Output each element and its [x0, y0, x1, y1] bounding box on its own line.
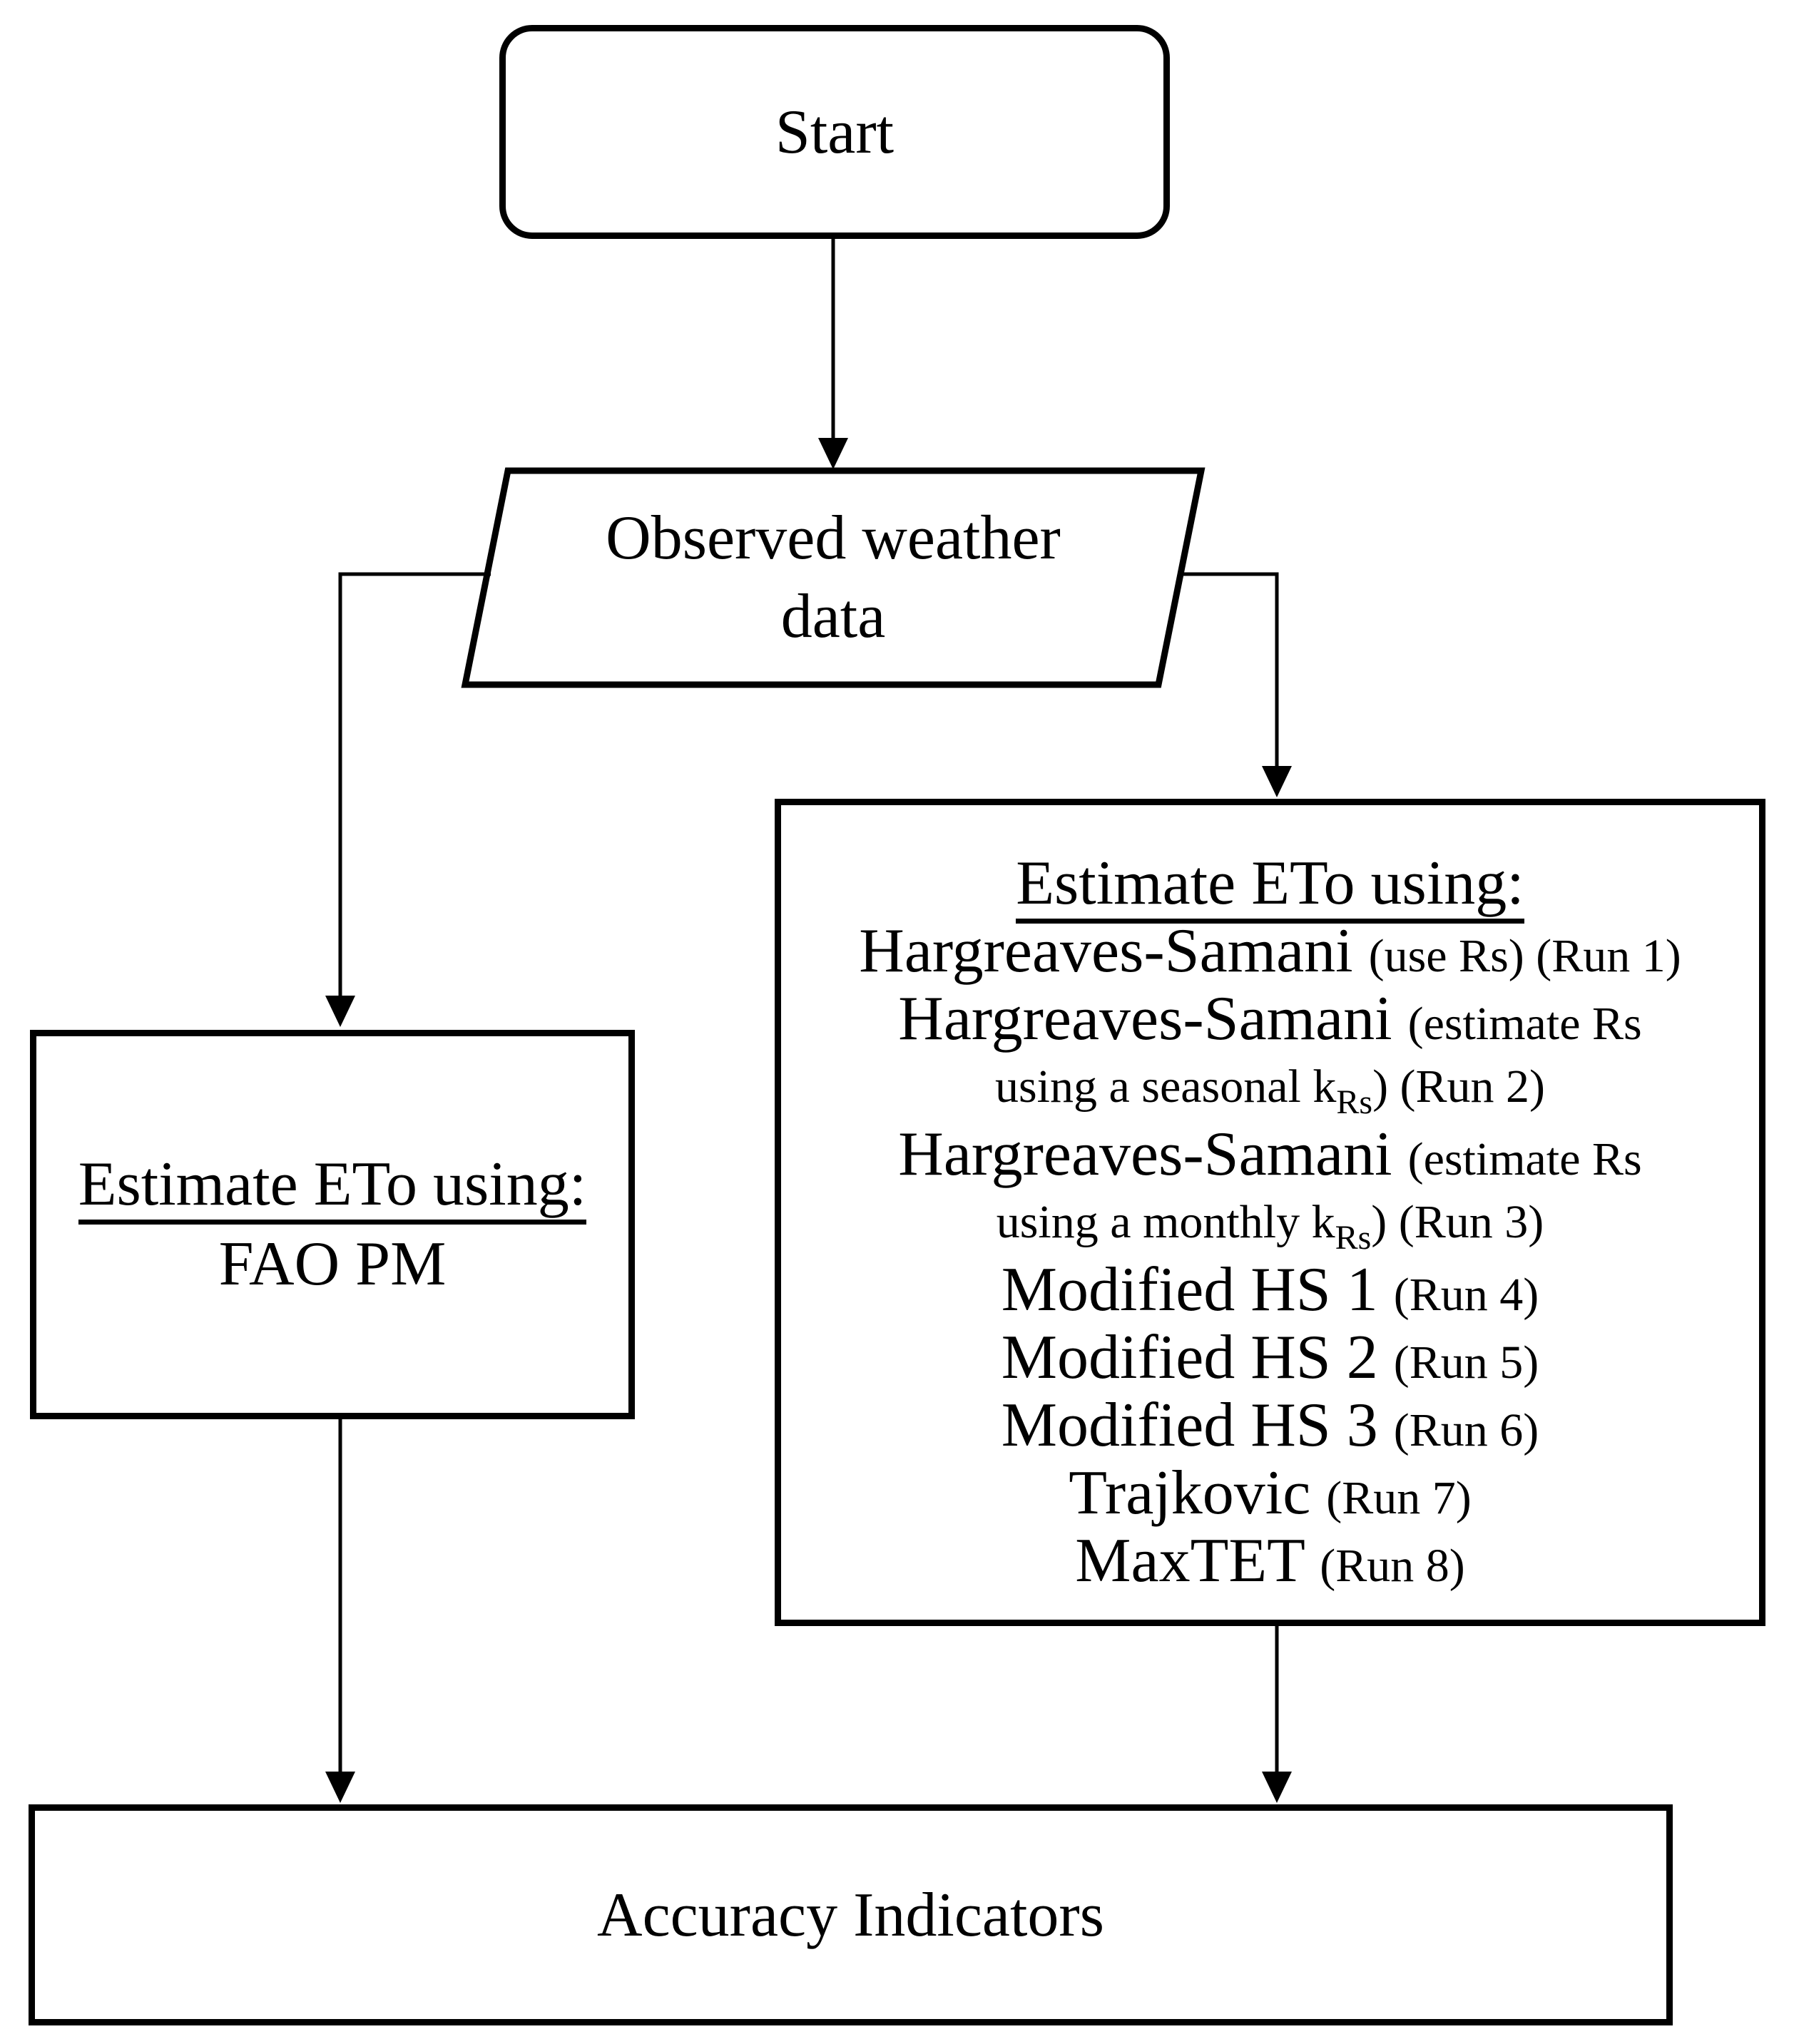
method-segment: Hargreaves-Samani — [859, 916, 1369, 986]
method-segment: ) (Run 2) — [1372, 1061, 1546, 1113]
method-segment: Modified HS 1 — [1001, 1255, 1394, 1324]
start-label: Start — [775, 97, 895, 167]
arrowhead-down-icon — [325, 996, 355, 1027]
fao-pm-heading — [78, 1145, 586, 1225]
method-line — [781, 1188, 1759, 1256]
method-segment: Trajkovic — [1069, 1458, 1327, 1528]
accuracy-indicators-label: Accuracy Indicators — [597, 1880, 1104, 1950]
accuracy-indicators-node — [29, 1804, 1673, 2025]
method-segment: Hargreaves-Samani — [898, 1120, 1408, 1189]
method-line — [781, 917, 1759, 985]
method-segment: (Run 4) — [1393, 1269, 1539, 1321]
method-segment: (estimate Rs — [1407, 1133, 1642, 1185]
method-segment: Estimate ETo using: — [1016, 849, 1524, 924]
method-segment: (Run 8) — [1320, 1540, 1465, 1592]
method-segment: Modified HS 2 — [1001, 1323, 1394, 1392]
arrowhead-down-icon — [1262, 1772, 1292, 1803]
method-line — [781, 849, 1759, 917]
method-list — [781, 849, 1759, 1595]
method-segment: (estimate Rs — [1407, 998, 1642, 1050]
method-segment: using a monthly k — [996, 1196, 1335, 1248]
method-segment: (Run 7) — [1326, 1472, 1472, 1524]
fao-pm-method: FAO PM — [218, 1230, 447, 1299]
fao-pm-node — [30, 1030, 635, 1419]
method-line — [781, 1391, 1759, 1459]
fao-pm-heading-text: Estimate ETo using: — [78, 1150, 586, 1225]
observed-weather-line2: data — [780, 582, 886, 651]
method-segment: Hargreaves-Samani — [898, 984, 1408, 1053]
arrowhead-down-icon — [818, 438, 848, 469]
eto-methods-node — [775, 799, 1765, 1626]
arrowhead-down-icon — [325, 1772, 355, 1803]
arrowhead-down-icon — [1262, 766, 1292, 797]
method-segment: (use Rs) (Run 1) — [1368, 930, 1681, 982]
method-segment: (Run 6) — [1393, 1404, 1539, 1456]
method-line — [781, 1459, 1759, 1527]
start-node — [499, 25, 1170, 239]
observed-weather-line1: Observed weather — [606, 504, 1061, 573]
method-segment: (Run 5) — [1393, 1337, 1539, 1389]
method-line — [781, 1256, 1759, 1324]
method-segment-subscript: Rs — [1335, 1219, 1372, 1257]
method-line — [781, 1120, 1759, 1188]
observed-weather-node — [465, 478, 1201, 678]
method-line — [781, 985, 1759, 1053]
method-segment: ) (Run 3) — [1371, 1196, 1544, 1248]
method-line — [781, 1527, 1759, 1595]
method-line — [781, 1053, 1759, 1120]
method-segment: using a seasonal k — [994, 1061, 1337, 1113]
method-segment-subscript: Rs — [1336, 1083, 1373, 1121]
method-line — [781, 1324, 1759, 1391]
method-segment: Modified HS 3 — [1001, 1391, 1394, 1460]
method-segment: MaxTET — [1075, 1526, 1320, 1595]
